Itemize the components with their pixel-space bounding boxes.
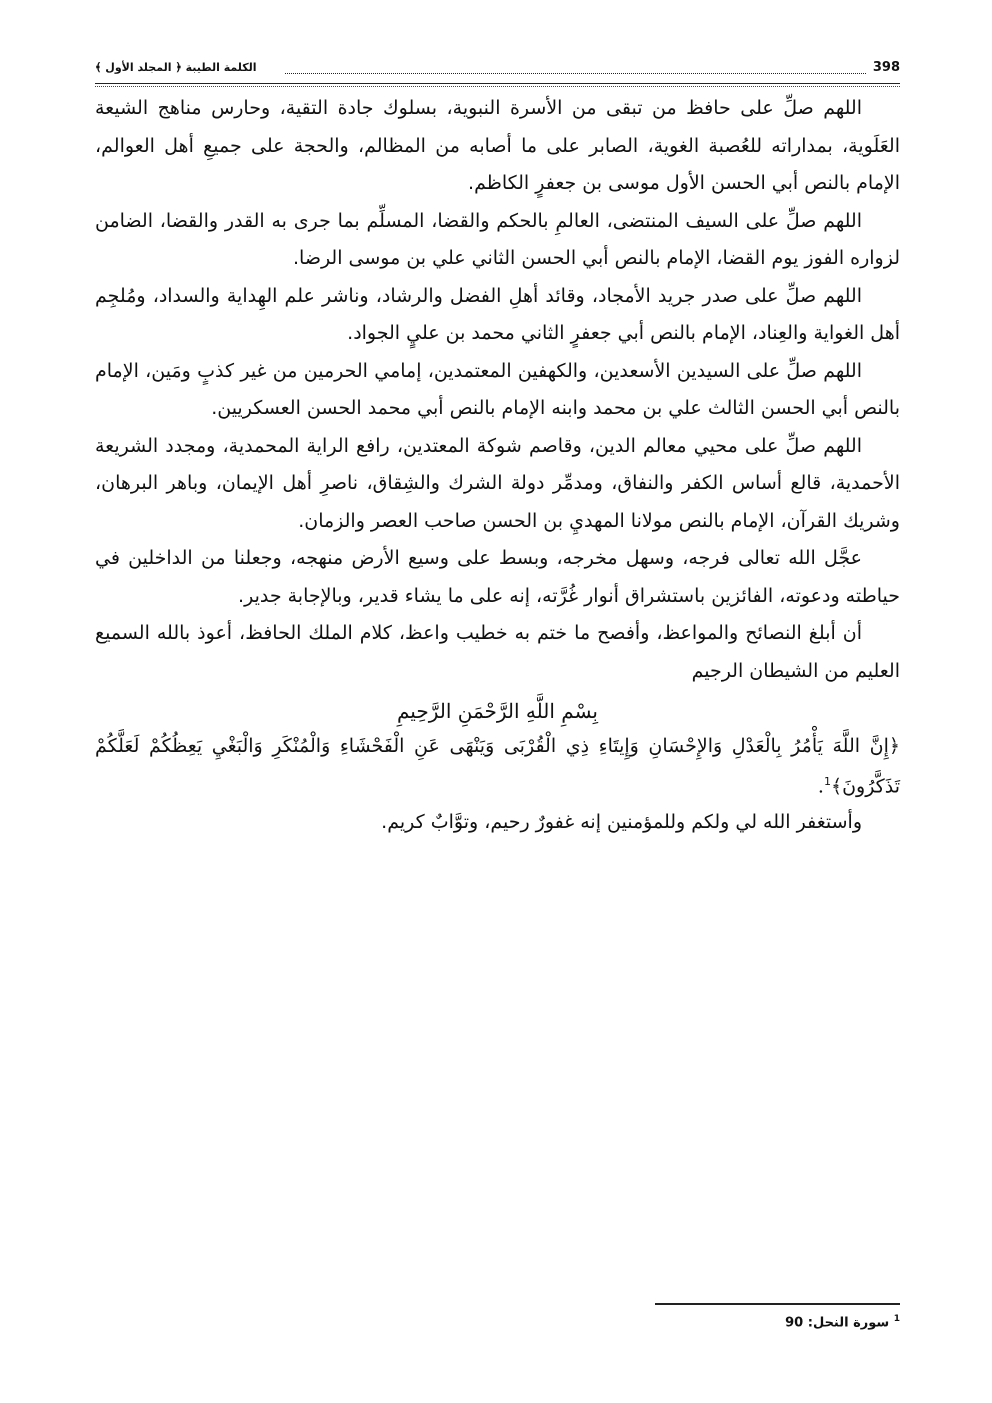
footnote-text: سورة النحل: 90	[785, 1315, 890, 1331]
paragraph: أن أبلغ النصائح والمواعظ، وأفصح ما ختم به خطيب واعظ، كلام الملك الحافظ، أعوذ بالله السميع العليم من الشيطان الرجيم	[95, 622, 900, 682]
footnote	[785, 1314, 900, 1330]
basmala: بِسْمِ اللَّهِ الرَّحْمَنِ الرَّحِيمِ	[396, 699, 598, 723]
footnote-reference[interactable]: 1	[823, 775, 831, 788]
paragraph: اللهم صلِّ على السيدين الأسعدين، والكهفين المعتمدين، إمامي الحرمين من غير كذبٍ ومَين، الإمام بالنص أبي الحسن الثالث علي بن محمد وابنه الإمام بالنص أبي محمد الحسن العسكريين.	[95, 359, 900, 419]
page-body	[95, 90, 900, 842]
paragraph: اللهم صلِّ على حافظ من تبقى من الأسرة النبوية، بسلوك جادة التقية، وحارس مناهج الشيعة العَلَوية، بمداراته للعُصبة الغوية، الصابر على ما أصابه من المظالم، والحجة على جميعِ أهل العوالم، الإمام بالنص أبي الحسن الأول موسى بن جعفرٍ الكاظم.	[95, 97, 900, 194]
header-leader-dots	[285, 73, 866, 74]
quran-verse	[95, 728, 900, 804]
header-rule	[95, 83, 900, 87]
paragraph: عجَّل الله تعالى فرجه، وسهل مخرجه، وبسط على وسيع الأرض منهجه، وجعلنا من الداخلين في حياطته ودعوته، الفائزين باستشراق أنوار غُرَّته، إنه على ما يشاء قدير، وبالإجابة جدير.	[95, 547, 900, 607]
running-title: الكلمة الطيبة ﴿ المجلد الأول ﴾	[95, 61, 257, 74]
paragraph: اللهم صلِّ على صدر جريد الأمجاد، وقائد أهلِ الفضل والرشاد، وناشر علم الهِداية والسداد، ومُلجِم أهل الغواية والعِناد، الإمام بالنص أبي جعفرٍ الثاني محمد بن عليٍ الجواد.	[95, 284, 900, 344]
closing-line: وأستغفر الله لي ولكم وللمؤمنين إنه غفورٌ رحيم، وتوَّابٌ كريم.	[381, 811, 862, 834]
verse-text: ﴿إِنَّ اللَّهَ يَأْمُرُ بِالْعَدْلِ وَالإِحْسَانِ وَإِيتَاءِ ذِي الْقُرْبَى وَيَنْهَى عَنِ الْفَحْشَاءِ وَالْمُنْكَرِ وَالْبَغْيِ يَعِظُكُمْ لَعَلَّكُمْ تَذَكَّرُونَ﴾	[95, 735, 900, 798]
page-header	[95, 56, 900, 82]
page-number: 398	[872, 60, 900, 75]
paragraph: اللهم صلِّ على السيف المنتضى، العالمِ بالحكم والقضا، المسلِّم بما جرى به القدر والقضا، الضامن لزواره الفوز يوم القضا، الإمام بالنص أبي الحسن الثاني علي بن موسى الرضا.	[95, 209, 900, 269]
verse-trailing: .	[817, 775, 824, 798]
footnote-marker: 1	[893, 1314, 900, 1324]
paragraph: اللهم صلِّ على محيي معالم الدين، وقاصم شوكة المعتدين، رافع الراية المحمدية، ومجدد الشريعة الأحمدية، قالع أساس الكفر والنفاق، ومدمِّر دولة الشرك والشِقاق، ناصرِ أهل الإيمان، وباهر البرهان، وشريك القرآن، الإمام بالنص مولانا المهديِ بن الحسن صاحب العصر والزمان.	[95, 434, 900, 532]
footnote-separator	[655, 1303, 900, 1305]
